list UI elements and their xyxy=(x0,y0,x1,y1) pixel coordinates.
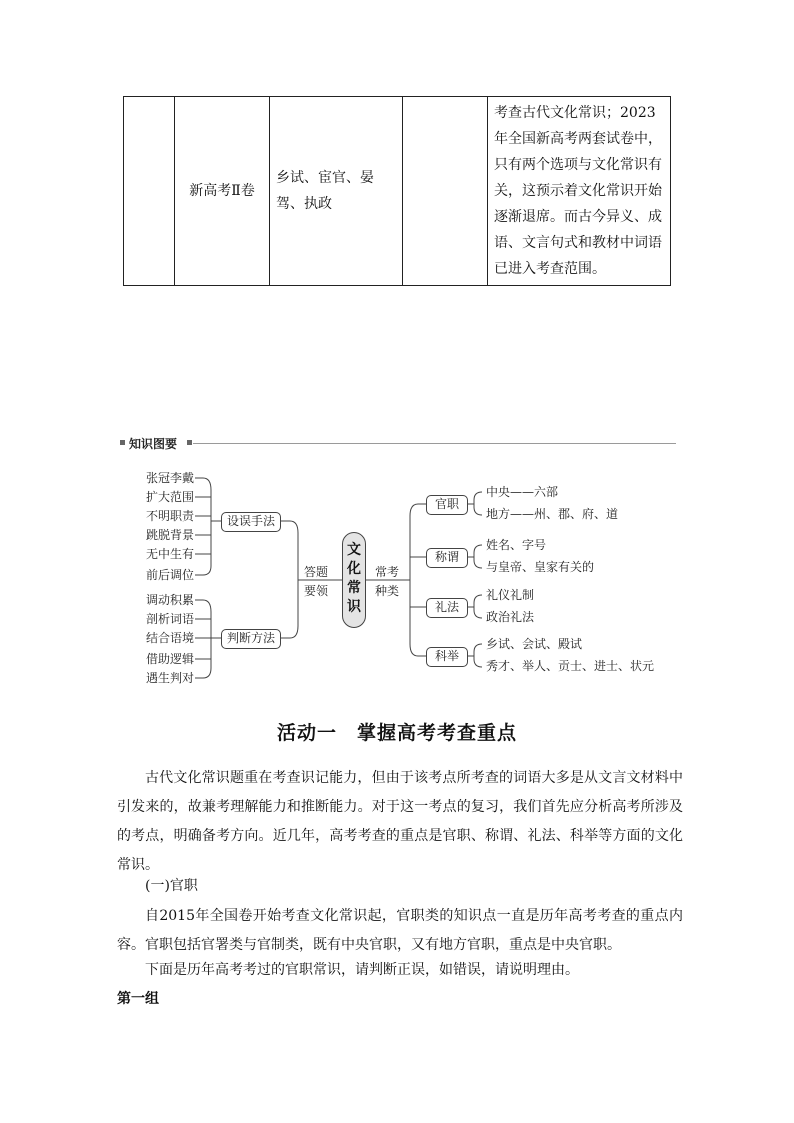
error-methods-box: 设误手法 xyxy=(221,512,281,532)
paragraph: 下面是历年高考考过的官职常识，请判断正误，如错误，请说明理由。 xyxy=(145,962,579,978)
center-char: 文 xyxy=(347,542,361,558)
method-item: 无中生有 xyxy=(146,547,195,561)
exam-table xyxy=(123,96,671,286)
types-label: 常考 xyxy=(375,565,400,579)
judge-item: 结合语境 xyxy=(146,631,195,645)
table-cell-analysis: 考查古代文化常识；2023年全国新高考两套试卷中，只有两个选项与文化常识有关，这预示着文化常识开始逐渐退席。而古今异义、成语、文言句式和教材中词语已进入考查范围。 xyxy=(488,97,671,286)
method-item: 跳脱背景 xyxy=(146,528,195,542)
category-item: 礼仪礼制 xyxy=(486,588,535,602)
judge-item: 调动积累 xyxy=(146,593,195,607)
method-item: 张冠李戴 xyxy=(146,471,195,485)
table-cell xyxy=(124,97,175,286)
category-item: 姓名、字号 xyxy=(486,538,547,552)
category-exam-box: 科举 xyxy=(426,647,468,667)
header-rule xyxy=(193,443,676,444)
category-item: 中央——六部 xyxy=(486,485,559,499)
judge-methods-box: 判断方法 xyxy=(221,629,281,649)
paragraph: 自2015年全国卷开始考查文化常识起，官职类的知识点一直是历年高考考查的重点内容。官职包括官署类与官制类，既有中央官职，又有地方官职，重点是中央官职。 xyxy=(117,908,683,953)
square-bullet-icon xyxy=(120,440,125,445)
subsection-title: (一)官职 xyxy=(145,878,198,894)
answer-key-label: 答题 xyxy=(304,565,329,579)
center-char: 识 xyxy=(347,599,361,615)
group-label: 第一组 xyxy=(117,991,159,1007)
table-cell xyxy=(403,97,488,286)
method-item: 不明职责 xyxy=(146,509,195,523)
center-char: 化 xyxy=(347,561,361,577)
center-topic xyxy=(342,532,366,628)
table-row xyxy=(124,97,671,286)
table-cell-exam-paper: 新高考Ⅱ卷 xyxy=(175,97,270,286)
square-bullet-icon xyxy=(187,440,192,445)
category-item: 地方——州、郡、府、道 xyxy=(486,507,619,521)
answer-key-label: 要领 xyxy=(304,584,329,598)
category-item: 乡试、会试、殿试 xyxy=(486,637,583,651)
judge-item: 剖析词语 xyxy=(146,612,195,626)
knowledge-map-header xyxy=(120,435,676,453)
category-item: 政治礼法 xyxy=(486,610,535,624)
category-title-box: 称谓 xyxy=(426,548,468,568)
section-heading: 活动一 掌握高考考查重点 xyxy=(276,722,517,744)
category-item: 秀才、举人、贡士、进士、状元 xyxy=(486,659,655,673)
category-ritual-box: 礼法 xyxy=(426,598,468,618)
types-label: 种类 xyxy=(375,584,400,598)
table-cell-terms: 乡试、宦官、晏驾、执政 xyxy=(270,97,403,286)
category-official-box: 官职 xyxy=(426,495,468,515)
judge-item: 遇生判对 xyxy=(146,671,195,685)
center-char: 常 xyxy=(347,580,361,596)
judge-item: 借助逻辑 xyxy=(146,652,195,666)
method-item: 扩大范围 xyxy=(146,490,195,504)
category-item: 与皇帝、皇家有关的 xyxy=(486,560,595,574)
paragraph: 古代文化常识题重在考查识记能力，但由于该考点所考查的词语大多是从文言文材料中引发来的，故兼考理解能力和推断能力。对于这一考点的复习，我们首先应分析高考所涉及的考点，明确备考方向。近几年，高考考查的重点是官职、称谓、礼法、科举等方面的文化常识。 xyxy=(117,770,683,873)
knowledge-map-title: 知识图要 xyxy=(129,437,178,451)
method-item: 前后调位 xyxy=(146,568,195,582)
